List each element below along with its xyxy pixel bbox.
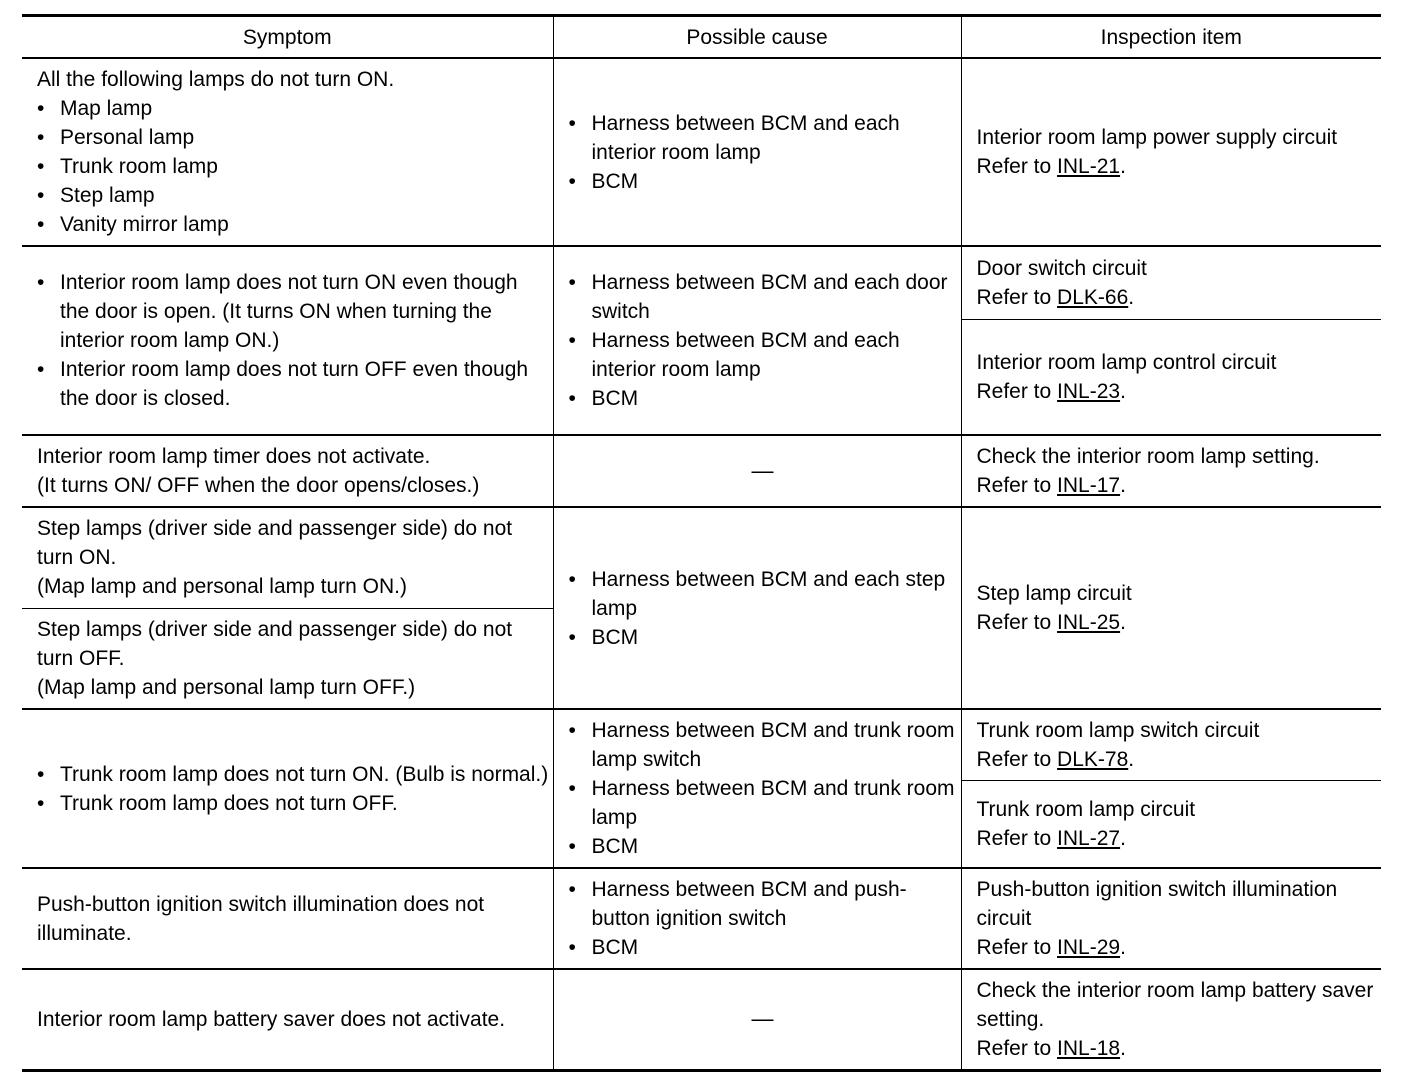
refer-prefix: Refer to [976,474,1058,497]
refer-prefix: Refer to [976,285,1058,309]
symptom-text: (It turns ON/ OFF when the door opens/closes.) [37,474,480,497]
symptom-cell [22,868,553,969]
refer-line: Refer to INL-17. [976,474,1126,497]
cause-item: • Harness between BCM and each step lamp [569,565,957,623]
cause-item: • Harness between BCM and each interior room lamp [569,109,957,167]
inspection-header: Inspection item [961,16,1381,59]
inspection-cell [961,709,1381,780]
table-row [22,246,1381,319]
symptom-text: Step lamps (driver side and passenger side) do not turn ON. [37,517,513,570]
inspection-link[interactable]: INL-29 [1057,936,1121,959]
symptom-cell [22,246,553,435]
refer-line: Refer to DLK-66. [976,285,1135,309]
symptom-cell [22,58,553,246]
table-row [22,58,1381,246]
refer-line: Refer to INL-27. [976,826,1126,850]
symptom-cell [22,435,553,507]
symptom-text: Interior room lamp battery saver does not activate. [37,1007,506,1031]
refer-line: Refer to INL-29. [976,936,1126,959]
symptom-cell [22,969,553,1070]
inspection-cell [961,319,1381,435]
symptom-list [37,94,549,239]
cause-cell [553,435,961,507]
refer-prefix: Refer to [976,747,1058,771]
inspection-link[interactable]: INL-23 [1057,379,1121,403]
refer-line: Refer to INL-23. [976,379,1126,403]
inspection-title: Trunk room lamp circuit [976,797,1196,821]
inspection-title: Check the interior room lamp setting. [976,445,1320,468]
cause-cell [553,868,961,969]
cause-list [569,109,957,196]
cause-item: • Harness between BCM and trunk room lamp switch [569,716,957,774]
cause-item: • Harness between BCM and each door switch [569,268,957,326]
symptom-text: (Map lamp and personal lamp turn OFF.) [37,675,416,699]
symptom-list [37,268,549,413]
no-cause-dash: — [751,1006,774,1032]
inspection-cell [961,780,1381,868]
cause-item: • BCM [569,623,957,652]
inspection-link[interactable]: DLK-66 [1057,285,1129,309]
symptom-cell [22,608,553,709]
symptom-item: • Map lamp [37,94,549,123]
cause-list [569,875,957,962]
symptom-header: Symptom [242,25,332,49]
inspection-title: Trunk room lamp switch circuit [976,718,1260,742]
symptom-text: Interior room lamp timer does not activate. [37,445,431,468]
refer-line: Refer to INL-21. [976,155,1126,178]
refer-prefix: Refer to [976,155,1058,178]
symptom-list [37,760,549,818]
inspection-link[interactable]: INL-17 [1057,474,1121,497]
table-row [22,435,1381,507]
cause-item: • Harness between BCM and trunk room lamp [569,774,957,832]
cause-item: • BCM [569,167,957,196]
cause-item: • BCM [569,832,957,861]
inspection-link[interactable]: INL-27 [1057,826,1121,850]
symptom-item: • Vanity mirror lamp [37,210,549,239]
symptom-item: • Personal lamp [37,123,549,152]
table-row [22,868,1381,969]
symptom-cell [22,507,553,608]
table-row [22,969,1381,1070]
refer-prefix: Refer to [976,826,1058,850]
cause-cell [553,969,961,1070]
inspection-link[interactable]: INL-21 [1057,155,1121,178]
symptom-item: • Interior room lamp does not turn ON even though the door is open. (It turns ON when turning the interior room lamp ON.) [37,268,549,355]
refer-prefix: Refer to [976,936,1058,959]
refer-line: Refer to INL-18. [976,1036,1126,1060]
inspection-cell [961,58,1381,246]
inspection-link[interactable]: INL-18 [1057,1036,1121,1060]
symptom-item: • Trunk room lamp does not turn ON. (Bulb is normal.) [37,760,549,789]
inspection-link[interactable]: DLK-78 [1057,747,1129,771]
cause-item: • Harness between BCM and push-button ignition switch [569,875,957,933]
symptom-text: Step lamps (driver side and passenger side) do not turn OFF. [37,617,513,670]
cause-header: Possible cause [553,16,961,59]
inspection-title: Push-button ignition switch illumination circuit [976,878,1338,930]
cause-cell [553,246,961,435]
table-row [22,709,1381,780]
symptom-cell [22,709,553,868]
symptom-item: • Interior room lamp does not turn OFF even though the door is closed. [37,355,549,413]
inspection-title: Door switch circuit [976,256,1147,280]
symptom-item: • Step lamp [37,181,549,210]
cause-cell [553,507,961,709]
inspection-cell [961,868,1381,969]
inspection-cell [961,435,1381,507]
symptom-item: • Trunk room lamp [37,152,549,181]
cause-item: • BCM [569,384,957,413]
inspection-link[interactable]: INL-25 [1057,611,1121,634]
cause-item: • Harness between BCM and each interior room lamp [569,326,957,384]
inspection-title: Interior room lamp power supply circuit [976,126,1338,149]
cause-item: • BCM [569,933,957,962]
symptom-text: (Map lamp and personal lamp turn ON.) [37,575,407,599]
cause-list [569,268,957,413]
refer-line: Refer to DLK-78. [976,747,1135,771]
refer-prefix: Refer to [976,1036,1058,1060]
inspection-cell [961,246,1381,319]
refer-prefix: Refer to [976,611,1058,634]
inspection-cell [961,969,1381,1070]
no-cause-dash: — [751,458,774,483]
cause-cell [553,58,961,246]
cause-list [569,716,957,861]
symptom-text: Push-button ignition switch illumination does not illuminate. [37,892,485,945]
symptom-item: • Trunk room lamp does not turn OFF. [37,789,549,818]
refer-line: Refer to INL-25. [976,611,1126,634]
inspection-title: Interior room lamp control circuit [976,350,1277,374]
table-row [22,507,1381,608]
inspection-title: Step lamp circuit [976,582,1132,605]
header-row [22,16,1381,59]
symptom-text: All the following lamps do not turn ON. [37,68,395,91]
cause-list [569,565,957,652]
cause-cell [553,709,961,868]
inspection-title: Check the interior room lamp battery saver setting. [976,978,1374,1031]
diagnosis-table [22,14,1381,1072]
inspection-cell [961,507,1381,709]
refer-prefix: Refer to [976,379,1058,403]
